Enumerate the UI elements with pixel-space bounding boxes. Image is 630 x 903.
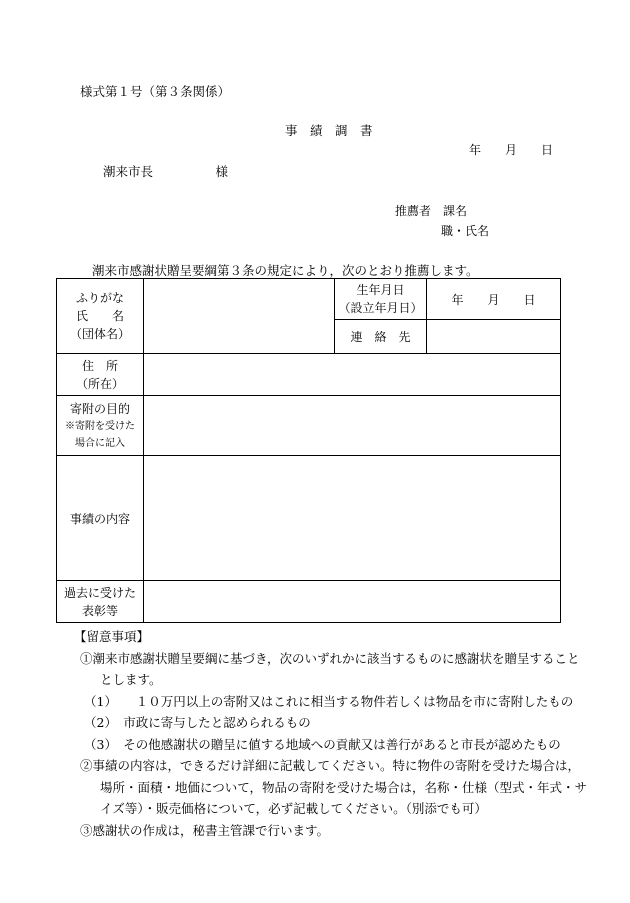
page-title: 事 績 調 書: [285, 123, 373, 138]
intro-text: 潮来市感謝状贈呈要綱第３条の規定により，次のとおり推薦します。: [92, 263, 479, 278]
achievements-field[interactable]: [144, 456, 561, 581]
purpose-note-2: 場合に記入: [75, 437, 125, 449]
note-item-3: ③感謝状の作成は，秘書主管課で行います。: [80, 822, 330, 838]
group-name-label: （団体名）: [69, 327, 130, 341]
address-label: 住 所: [81, 358, 118, 373]
note-sub-1: （1） １０万円以上の寄附又はこれに相当する物件若しくは物品を市に寄附したもの: [84, 693, 574, 709]
notes-section: [74, 626, 587, 841]
note-item-1-line-2: とします。: [100, 672, 162, 687]
birth-field[interactable]: [427, 279, 561, 320]
note-item-2-line-3: イズ等）・販売価格について，必ず記載してください。（別添でも可）: [100, 801, 487, 816]
note-item-2-line-1: ②事績の内容は，できるだけ詳細に記載してください。特に物件の寄附を受けた場合は，: [80, 758, 581, 773]
purpose-note-1: ※寄附を受けた: [65, 420, 135, 432]
address-field[interactable]: [144, 354, 561, 396]
recommender-dept: 推薦者 課名: [395, 204, 468, 218]
date-line: 年 月 日: [469, 143, 554, 157]
address-label-cell: [57, 354, 144, 396]
note-sub-2: （2） 市政に寄与したと認められるもの: [84, 715, 311, 730]
birth-sub-label: （設立年月日）: [338, 301, 423, 315]
recommender-name: 職・氏名: [441, 224, 490, 238]
birth-label-cell: [335, 279, 427, 320]
past-awards-field[interactable]: [144, 581, 561, 623]
purpose-field[interactable]: [144, 396, 561, 456]
purpose-label-cell: [57, 396, 144, 456]
contact-field[interactable]: [427, 320, 561, 354]
past-awards-label-2: 表彰等: [81, 603, 118, 618]
achievement-form-table: [56, 278, 561, 623]
past-awards-label-cell: [57, 581, 144, 623]
contact-label: 連 絡 先: [335, 320, 427, 354]
furigana-label: ふりがな: [75, 291, 124, 305]
addressee: 潮来市長 様: [103, 164, 229, 179]
birth-label: 生年月日: [356, 283, 405, 297]
achievements-label: 事績の内容: [57, 456, 144, 581]
birth-date-placeholder: 年 月 日: [451, 292, 536, 307]
name-field[interactable]: [144, 279, 335, 354]
form-number: 様式第１号（第３条関係）: [80, 84, 231, 99]
note-sub-3: （3） その他感謝状の贈呈に値する地域への貢献又は善行があると市長が認めたもの: [84, 736, 561, 752]
name-label-cell: [57, 279, 144, 354]
note-item-1-line-1: ①潮来市感謝状贈呈要綱に基づき，次のいずれかに該当するものに感謝状を贈呈すること: [80, 650, 580, 666]
notes-heading: 【留意事項】: [74, 629, 150, 644]
past-awards-label-1: 過去に受けた: [63, 585, 136, 600]
purpose-label: 寄附の目的: [69, 401, 130, 416]
name-label: 氏 名: [75, 309, 124, 323]
address-sub-label: （所在）: [75, 376, 124, 391]
note-item-2-line-2: 場所・面積・地価について，物品の寄附を受けた場合は，名称・仕様（型式・年式・サ: [100, 779, 588, 795]
